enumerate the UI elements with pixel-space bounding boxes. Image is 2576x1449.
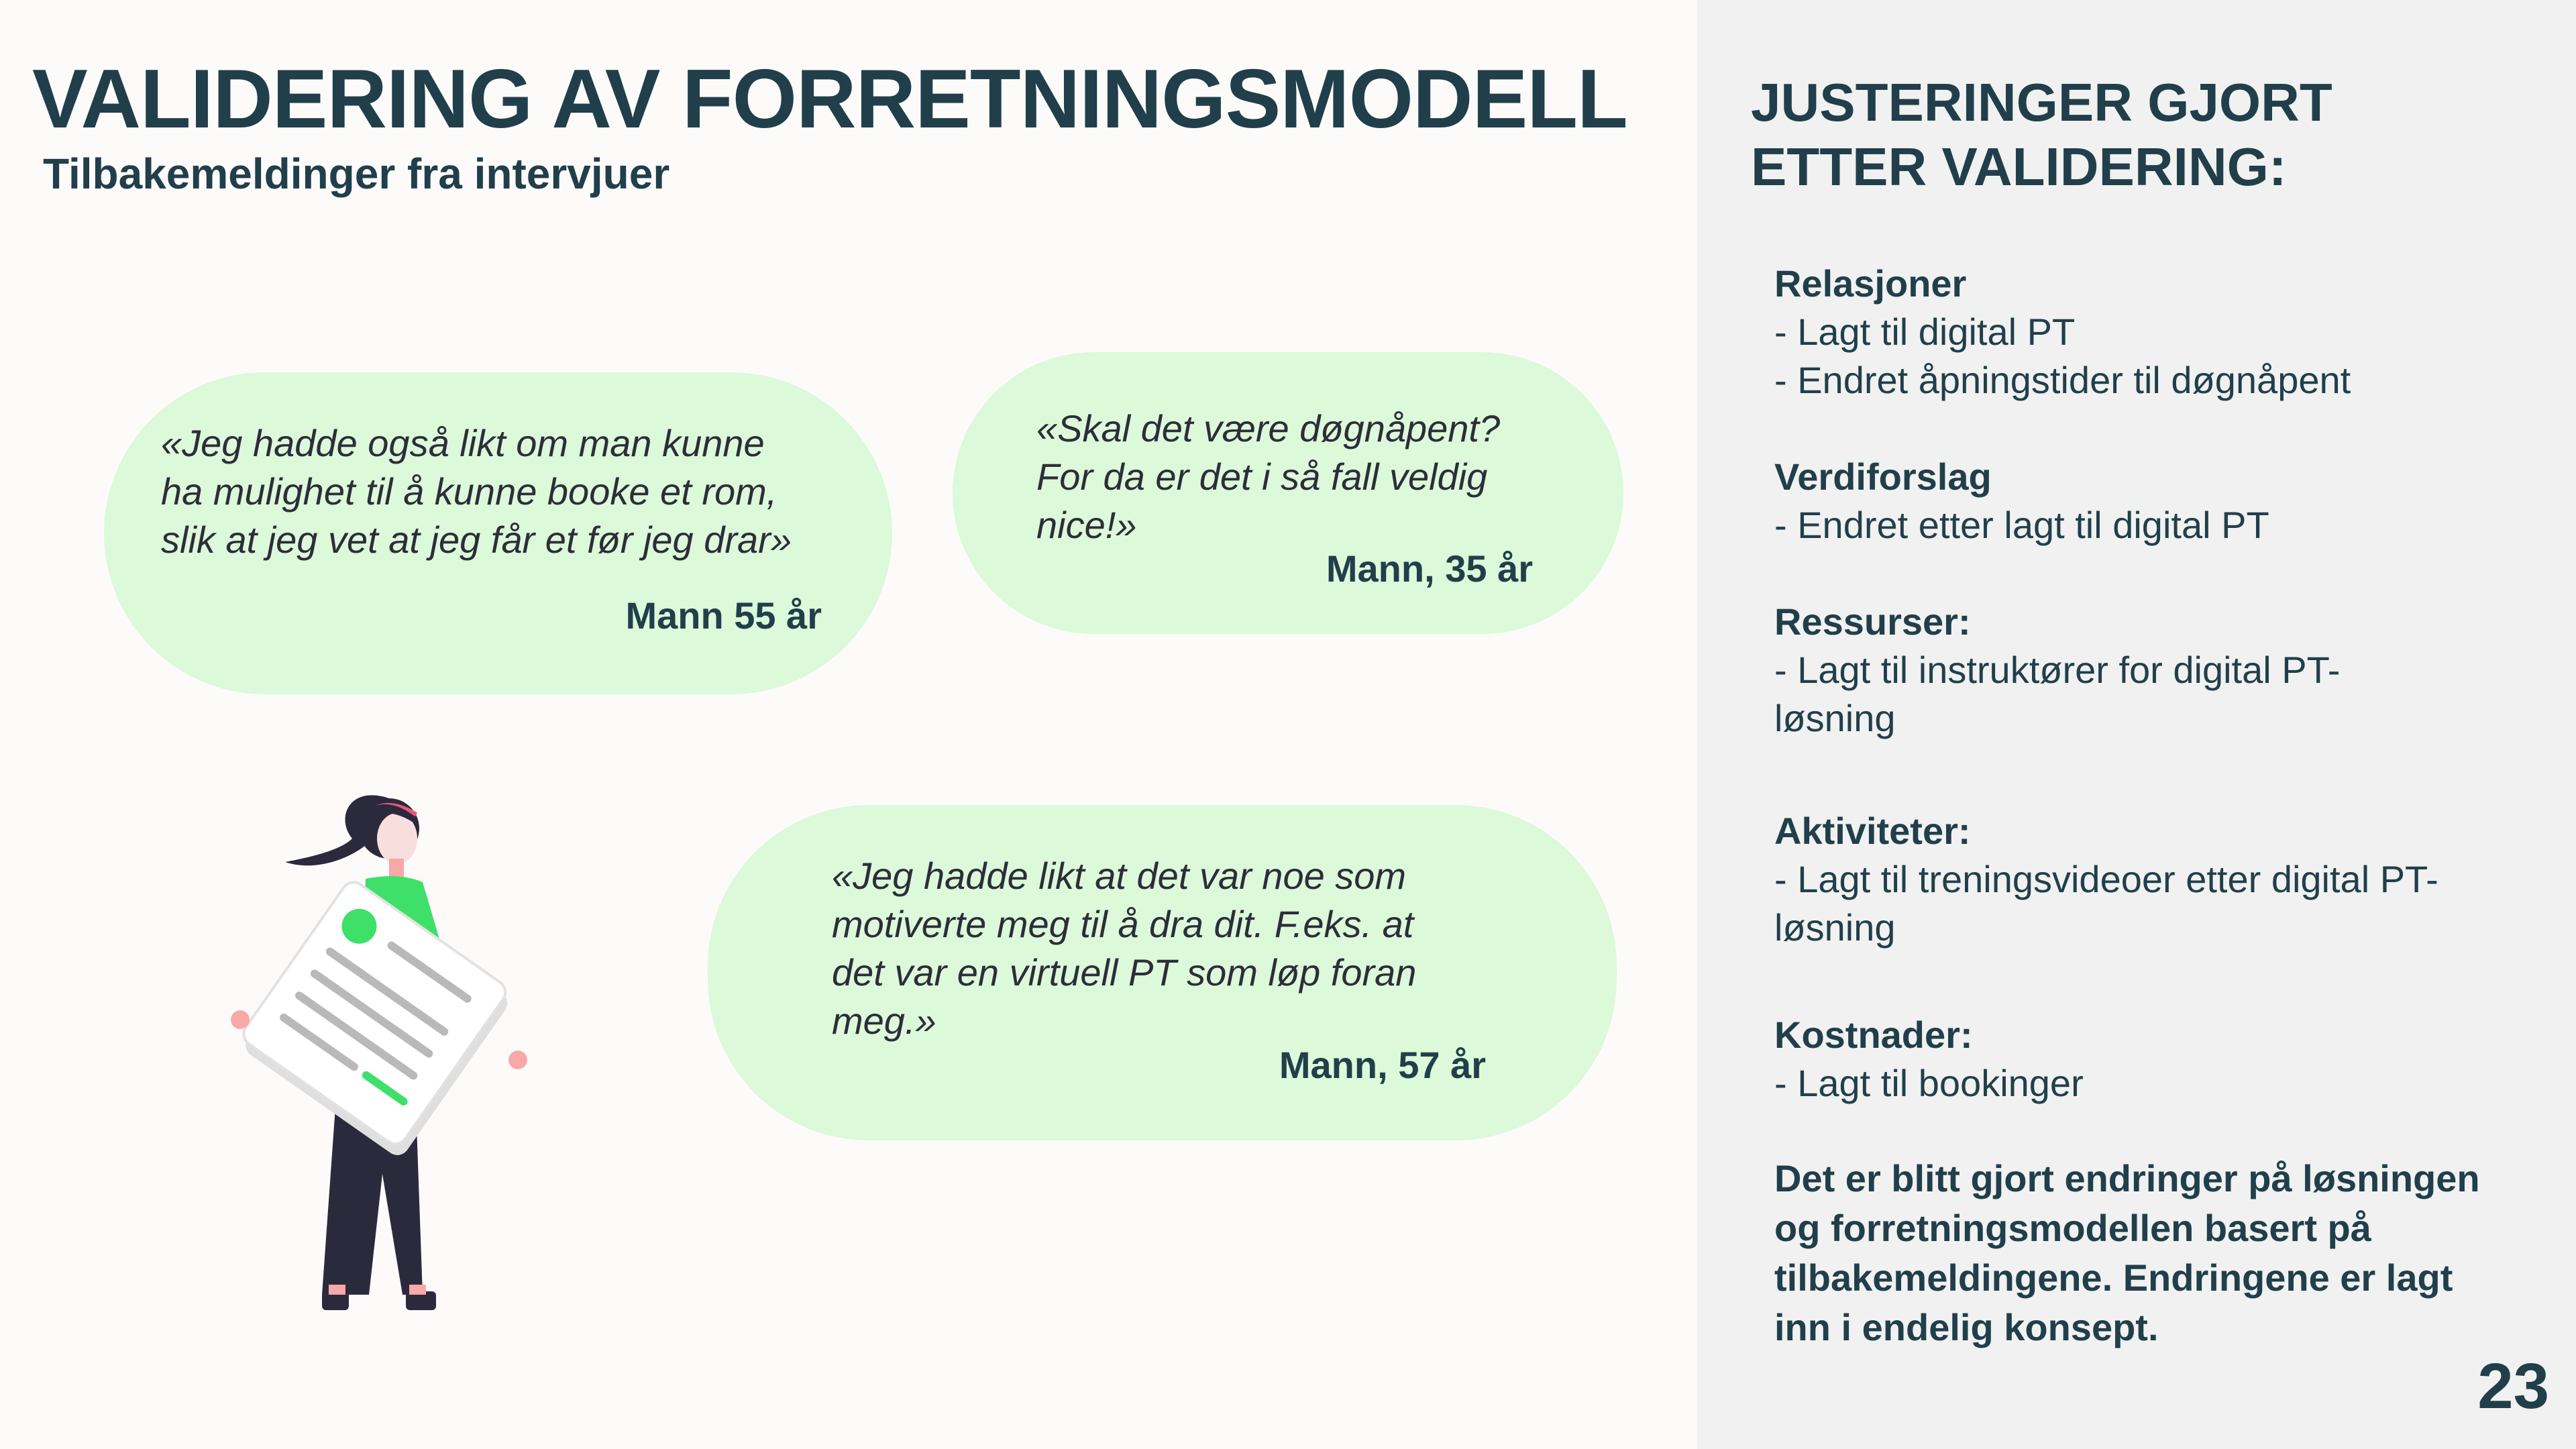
page-subtitle: Tilbakemeldinger fra intervjuer — [43, 150, 670, 198]
conclusion-text: Det er blitt gjort endringer på løsningen og forretningsmodellen basert på tilbakemeldingene. Endringene er lagt inn i endelig konsept. — [1774, 1157, 2480, 1348]
section-line: - Endret etter lagt til digital PT — [1774, 504, 2269, 546]
quote-author: Mann, 35 år — [1326, 547, 1533, 590]
quote-text: «Jeg hadde likt at det var noe som motiverte meg til å dra dit. F.eks. at det var en virtuell PT som løp foran meg.» — [832, 855, 1417, 1042]
section-line: løsning — [1774, 697, 1896, 739]
panel-title: JUSTERINGER GJORT ETTER VALIDERING: — [1751, 72, 2332, 197]
section-aktiviteter — [1774, 807, 2546, 952]
section-line: - Lagt til digital PT — [1774, 311, 2076, 353]
section-relasjoner — [1774, 260, 2546, 405]
quote-text: «Jeg hadde også likt om man kunne ha mulighet til å kunne booke et rom, slik at jeg vet at jeg får et før jeg drar» — [161, 422, 792, 561]
section-line: - Endret åpningstider til døgnåpent — [1774, 359, 2351, 401]
quote-bubble-3 — [708, 805, 1617, 1140]
quote-text: «Skal det være døgnåpent? For da er det i så fall veldig nice!» — [1036, 407, 1501, 546]
section-heading: Relasjoner — [1774, 262, 1967, 305]
page-number: 23 — [2477, 1350, 2549, 1422]
section-line: løsning — [1774, 906, 1896, 949]
section-verdiforslag — [1774, 453, 2546, 549]
section-heading: Aktiviteter: — [1774, 810, 1971, 852]
quote-author: Mann, 57 år — [1279, 1044, 1486, 1086]
section-heading: Ressurser: — [1774, 600, 1971, 643]
section-line: - Lagt til bookinger — [1774, 1062, 2084, 1104]
section-line: - Lagt til treningsvideoer etter digital PT- — [1774, 858, 2438, 900]
section-kostnader — [1774, 1011, 2546, 1108]
quote-bubble-1 — [104, 372, 892, 694]
quote-author: Mann 55 år — [625, 594, 822, 637]
woman-holding-document-illustration — [221, 771, 543, 1335]
quote-bubble-2 — [953, 352, 1623, 634]
section-heading: Verdiforslag — [1774, 455, 1992, 498]
section-ressurser — [1774, 598, 2546, 743]
section-heading: Kostnader: — [1774, 1014, 1973, 1056]
page-title: VALIDERING AV FORRETNINGSMODELL — [32, 53, 1627, 146]
adjustments-panel — [1697, 0, 2576, 1449]
section-line: - Lagt til instruktører for digital PT- — [1774, 649, 2341, 691]
